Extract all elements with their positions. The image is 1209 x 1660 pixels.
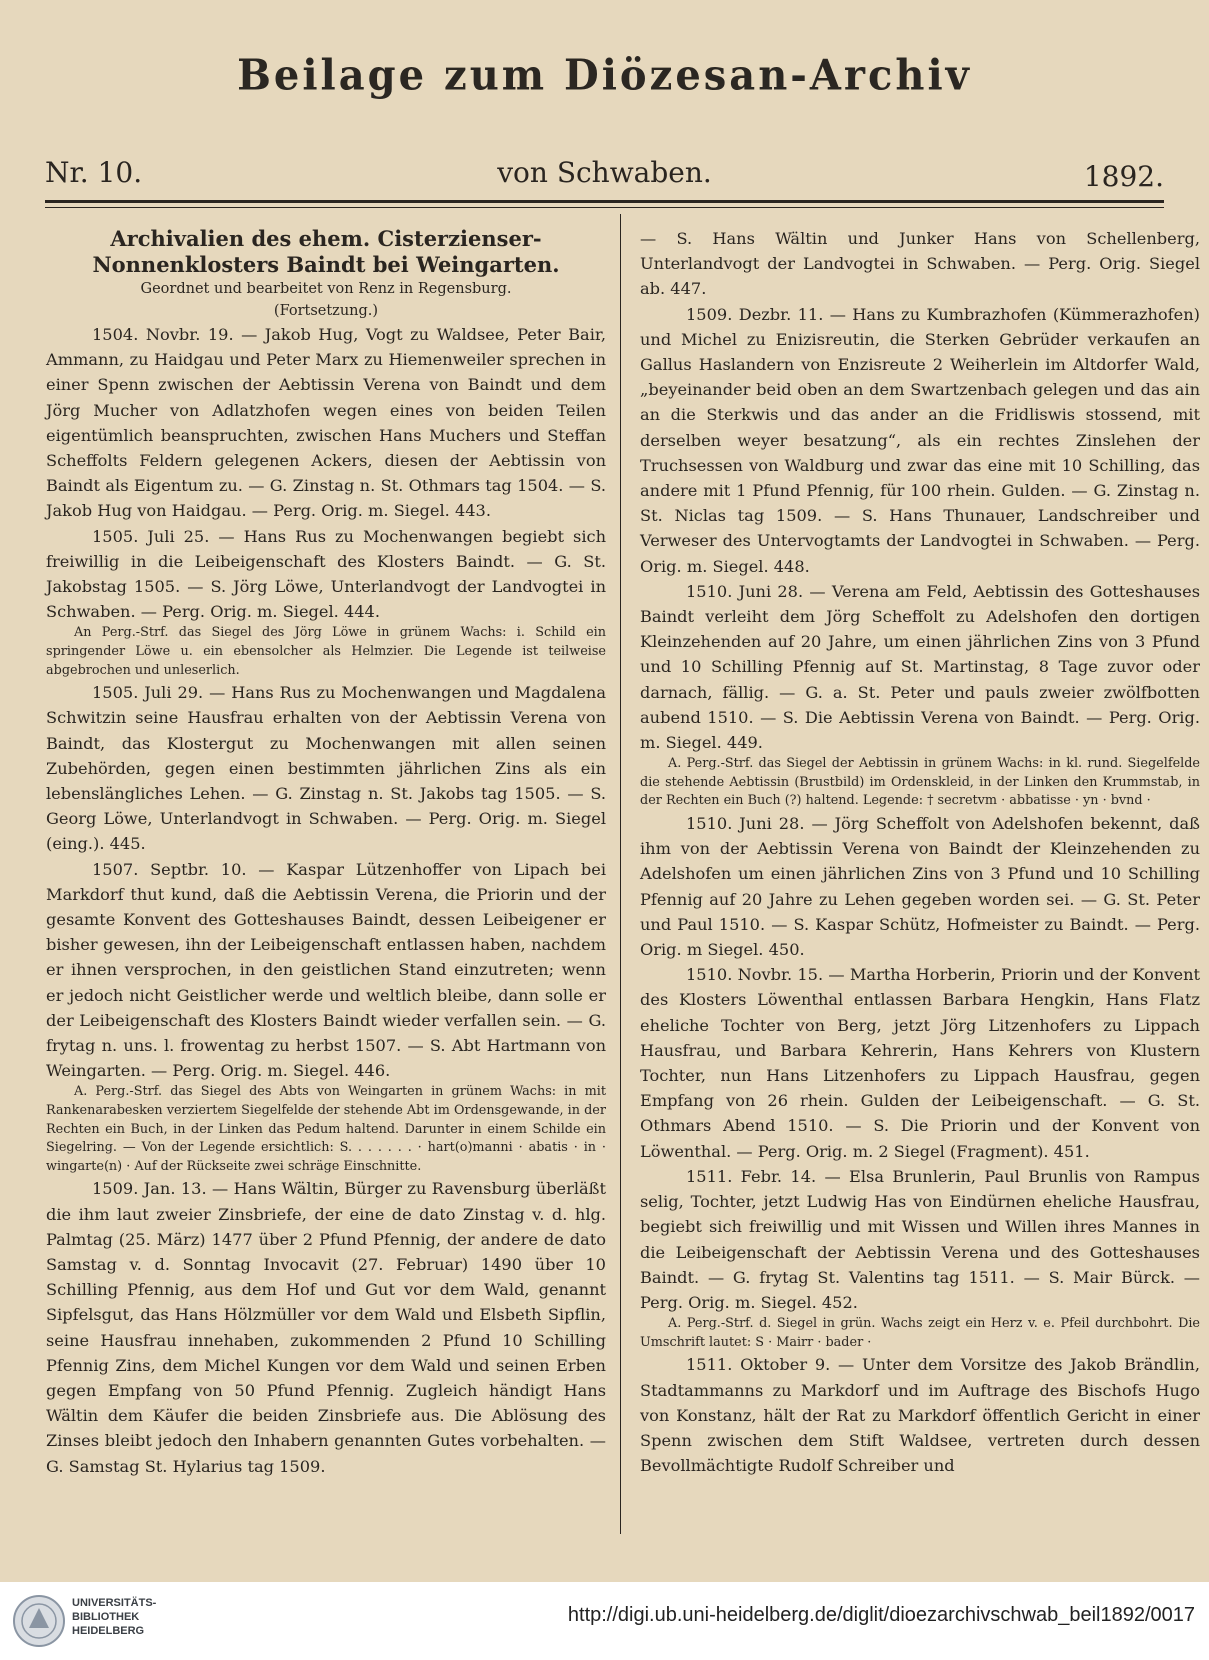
archive-entry: 1511. Febr. 14. — Elsa Brunlerin, Paul Brunlis von Rampus selig, Tochter, jetzt Ludwig Has von Eindürnen eheliche Hausfrau, begiebt sich freiwillig und mit Wissen und Willen ihres Mannes in die Leibeigenschaft der Aebtissin Verena und des Gotteshauses Baindt. — G. frytag St. Valentins tag 1511. — S. Mair Bürck. — Perg. Orig. m. Siegel. 452. [640,1166,1200,1312]
institution-line-2: BIBLIOTHEK [72,1611,140,1623]
left-column [46,226,606,1479]
archive-entry: 1510. Novbr. 15. — Martha Horberin, Priorin und der Konvent des Klosters Löwenthal entlassen Barbara Hengkin, Hans Flatz eheliche Tochter von Berg, jetzt Jörg Litzenhofers zu Lippach Hausfrau, und Barbara Kehrerin, Hans Kehrers von Klustern Tochter, nun Hans Litzenhofers zu Lippach Hausfrau, gegen Empfang von 26 rhein. Gulden der Leibeigenschaft. — G. St. Othmars Abend 1510. — S. Die Priorin und der Konvent von Löwenthal. — Perg. Orig. m. 2 Siegel (Fragment). 451. [640,965,1200,1161]
masthead-rule [45,200,1164,208]
issue-number: Nr. 10. [45,156,143,189]
column-divider [620,214,621,1534]
right-entries [640,226,1200,1478]
article-heading: Archivalien des ehem. Cisterzienser-Nonnenklosters Baindt bei Weingarten. [92,226,560,277]
institution-name [72,1596,156,1638]
article-byline: Geordnet und bearbeitet von Renz in Regensburg. [140,281,512,297]
archive-entry: 1507. Septbr. 10. — Kaspar Lützenhoffer von Lipach bei Markdorf thut kund, daß die Aebtissin Verena, die Priorin und der gesamte Konvent des Gotteshauses Baindt, dessen Leibeigener er bisher gewesen, ihn der Leibeigenschaft entlassen haben, nachdem er ihnen versprochen, in den geistlichen Stand einzutreten; wenn er jedoch nicht Geistlicher werde und weltlich bleibe, dann solle er der Leibeigenschaft des Klosters Baindt wieder verfallen sein. — G. frytag n. uns. l. frowentag zu herbst 1507. — S. Abt Hartmann von Weingarten. — Perg. Orig. m. Siegel. 446. [46,859,606,1081]
right-column [640,226,1200,1478]
archive-entry: 1505. Juli 25. — Hans Rus zu Mochenwangen begiebt sich freiwillig in die Leibeigenschaft des Klosters Baindt. — G. St. Jakobstag 1505. — S. Jörg Löwe, Unterlandvogt der Landvogtei in Schwaben. — Perg. Orig. m. Siegel. 444. [46,526,606,622]
seal-note: An Perg.-Strf. das Siegel des Jörg Löwe in grünem Wachs: i. Schild ein springender Löwe u. ein ebensolcher als Helmzier. Die Legende ist teilweise abgebrochen und unleserlich. [46,625,606,678]
left-entries [46,322,606,1479]
source-url-link[interactable]: http://digi.ub.uni-heidelberg.de/diglit/dioezarchivschwab_beil1892/0017 [567,1604,1195,1626]
footer-bar [0,1582,1209,1660]
archive-entry: 1510. Juni 28. — Jörg Scheffolt von Adelshofen bekennt, daß ihm von der Aebtissin Verena von Baindt der Kleinzehenden zu Adelshofen um einen jährlichen Zins von 3 Pfund und 10 Schilling Pfennig auf 20 Jahre zu Lehen gegeben worden sei. — G. St. Peter und Paul 1510. — S. Kaspar Schütz, Hofmeister zu Baindt. — Perg. Orig. m Siegel. 450. [640,814,1200,960]
seal-note: A. Perg.-Strf. das Siegel des Abts von Weingarten in grünem Wachs: in mit Rankenarabesken verziertem Siegelfelde der stehende Abt im Ordensgewande, in der Rechten ein Buch, in der Linken das Pedum haltend. Darunter in einem Schilde ein Siegelring. — Von der Legende ersichtlich: S. . . . . . . · hart(o)manni · abatis · in · wingarte(n) · Auf der Rückseite zwei schräge Einschnitte. [46,1084,606,1174]
institution-line-1: UNIVERSITÄTS- [72,1597,157,1609]
issue-line [45,156,1164,196]
masthead-title: Beilage zum Diözesan-Archiv [237,50,972,101]
institution-line-3: HEIDELBERG [72,1625,145,1637]
seal-note: A. Perg.-Strf. das Siegel der Aebtissin in grünem Wachs: in kl. rund. Siegelfelde die stehende Aebtissin (Brustbild) im Ordenskleid, in der Linken den Krummstab, in der Rechten ein Buch (?) haltend. Legende: † secretvm · abbatisse · yn · bvnd · [640,756,1200,809]
archive-entry: — S. Hans Wältin und Junker Hans von Schellenberg, Unterlandvogt der Landvogtei in Schwaben. — Perg. Orig. Siegel ab. 447. [640,229,1200,299]
archive-entry: 1511. Oktober 9. — Unter dem Vorsitze des Jakob Brändlin, Stadtammanns zu Markdorf und im Auftrage des Bischofs Hugo von Konstanz, hält der Rat zu Markdorf öffentlich Gericht in einer Spenn zwischen dem Stift Waldsee, vertreten durch dessen Bevollmächtigte Rudolf Schreiber und [640,1355,1200,1476]
archive-entry: 1504. Novbr. 19. — Jakob Hug, Vogt zu Waldsee, Peter Bair, Ammann, zu Haidgau und Peter Marx zu Hiemenweiler sprechen in einer Spenn zwischen der Aebtissin Verena von Baindt und dem Jörg Mucher von Adlatzhofen wegen eines von beiden Teilen eigentümlich beanspruchten, zwischen Hans Muchers und Steffan Scheffolts Feldern gelegenen Ackers, diesen der Aebtissin von Baindt als Eigentum zu. — G. Zinstag n. St. Othmars tag 1504. — S. Jakob Hug von Haidgau. — Perg. Orig. m. Siegel. 443. [46,325,606,521]
archive-entry: 1509. Dezbr. 11. — Hans zu Kumbrazhofen (Kümmerazhofen) und Michel zu Enizisreutin, die Sterken Gebrüder verkaufen an Gallus Haslandern von Enzisreute 2 Weiherlein im Altdorfer Wald, „beyeinander beid oben an dem Swartzenbach gelegen und das ain an die Sterkwis und das ander an die Fridliswis stossend, mit derselben weyer besatzung“, als ein rechtes Zinslehen der Truchsessen von Waldburg und zwar das eine mit 10 Schilling, das andere mit 1 Pfund Pfennig, für 100 rhein. Gulden. — G. Zinstag n. St. Niclas tag 1509. — S. Hans Thunauer, Landschreiber und Verweser des Untervogtamts der Landvogtei in Schwaben. — Perg. Orig. m. Siegel. 448. [640,304,1200,576]
archive-entry: 1510. Juni 28. — Verena am Feld, Aebtissin des Gotteshauses Baindt verleiht dem Jörg Scheffolt zu Adelshofen den dortigen Kleinzehenden auf 20 Jahre, um einen jährlichen Zins von 3 Pfund und 10 Schilling Pfennig auf St. Martinstag, 8 Tage zuvor oder darnach, fällig. — G. a. St. Peter und pauls zweier zwölfbotten aubend 1510. — S. Die Aebtissin Verena von Baindt. — Perg. Orig. m. Siegel. 449. [640,581,1200,753]
archive-entry: 1505. Juli 29. — Hans Rus zu Mochenwangen und Magdalena Schwitzin seine Hausfrau erhalten von der Aebtissin Verena von Baindt, das Klostergut zu Mochenwangen mit allen seinen Zubehörden, gegen einen bestimmten jährlichen Zins als ein lebenslängliches Lehen. — G. Zinstag n. St. Jakobs tag 1505. — S. Georg Löwe, Unterlandvogt in Schwaben. — Perg. Orig. m. Siegel (eing.). 445. [46,683,606,854]
seal-note: A. Perg.-Strf. d. Siegel in grün. Wachs zeigt ein Herz v. e. Pfeil durchbohrt. Die Umschrift lautet: S · Mairr · bader · [640,1316,1200,1350]
university-seal-icon [12,1592,66,1650]
masthead-subtitle: von Schwaben. [497,156,712,189]
article-continuation: (Fortsetzung.) [273,303,379,319]
issue-year: 1892. [1083,160,1164,193]
archive-entry: 1509. Jan. 13. — Hans Wältin, Bürger zu Ravensburg überläßt die ihm laut zweier Zinsbriefe, der eine de dato Zinstag v. d. hlg. Palmtag (25. März) 1477 über 2 Pfund Pfennig, der andere de dato Samstag v. d. Sonntag Invocavit (27. Februar) 1490 über 10 Schilling Pfennig, aus dem Hof und Gut vor dem Wald, genannt Sipfelsgut, das Hans Hölzmüller vor dem Wald und Elsbeth Sipflin, seine Hausfrau innehaben, zukommenden 2 Pfund 10 Schilling Pfennig Zins, dem Michel Kungen vor dem Wald und seinen Erben gegen Empfang von 50 Pfund Pfennig. Zugleich händigt Hans Wältin dem Käufer die beiden Zinsbriefe aus. Die Ablösung des Zinses bleibt jedoch den Inhabern genannten Gutes vorbehalten. — G. Samstag St. Hylarius tag 1509. [46,1179,606,1476]
